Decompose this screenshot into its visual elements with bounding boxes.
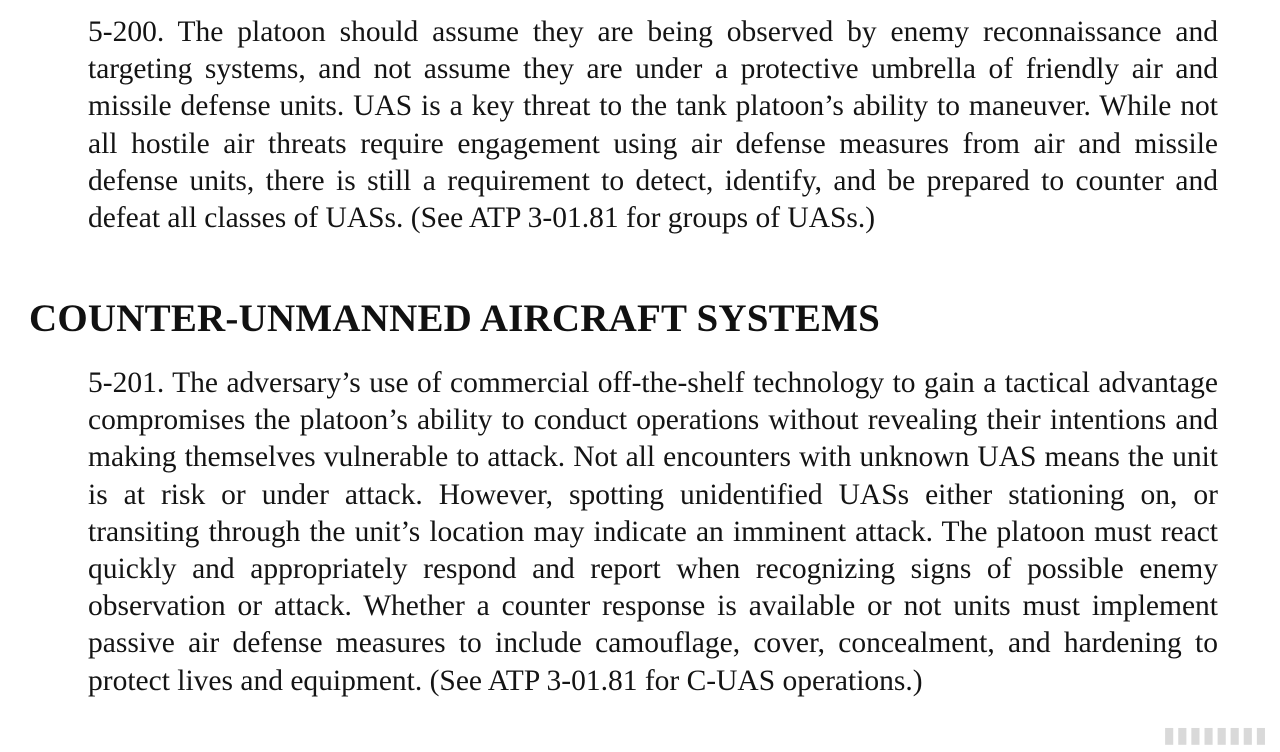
section-heading: COUNTER-UNMANNED AIRCRAFT SYSTEMS [29,297,880,340]
paragraph-5-200: 5-200. The platoon should assume they are being observed by enemy reconnaissance and targeting systems, and not assume they are under a protective umbrella of friendly air and missile defense units. UAS is a key threat to the tank platoon’s ability to maneuver. While not all hostile air threats require engagement using air defense measures from air and missile defense units, there is still a requirement to detect, identify, and be prepared to counter and defeat all classes of UASs. (See ATP 3-01.81 for groups of UASs.) [88,16,1218,235]
watermark-icon: ▮▮▮▮▮▮▮▮ [1163,722,1268,747]
paragraph-5-201: 5-201. The adversary’s use of commercial off-the-shelf technology to gain a tactical advantage compromises the platoon’s ability to conduct operations without revealing their intentions and making themselves vulnerable to attack. Not all encounters with unknown UAS means the unit is at risk or under attack. However, spotting unidentified UASs either stationing on, or transiting through the unit’s location may indicate an imminent attack. The platoon must react quickly and appropriately respond and report when recognizing signs of possible enemy observation or attack. Whether a counter response is available or not units must implement passive air defense measures to include camouflage, cover, concealment, and hardening to protect lives and equipment. (See ATP 3-01.81 for C-UAS operations.) [88,367,1218,697]
